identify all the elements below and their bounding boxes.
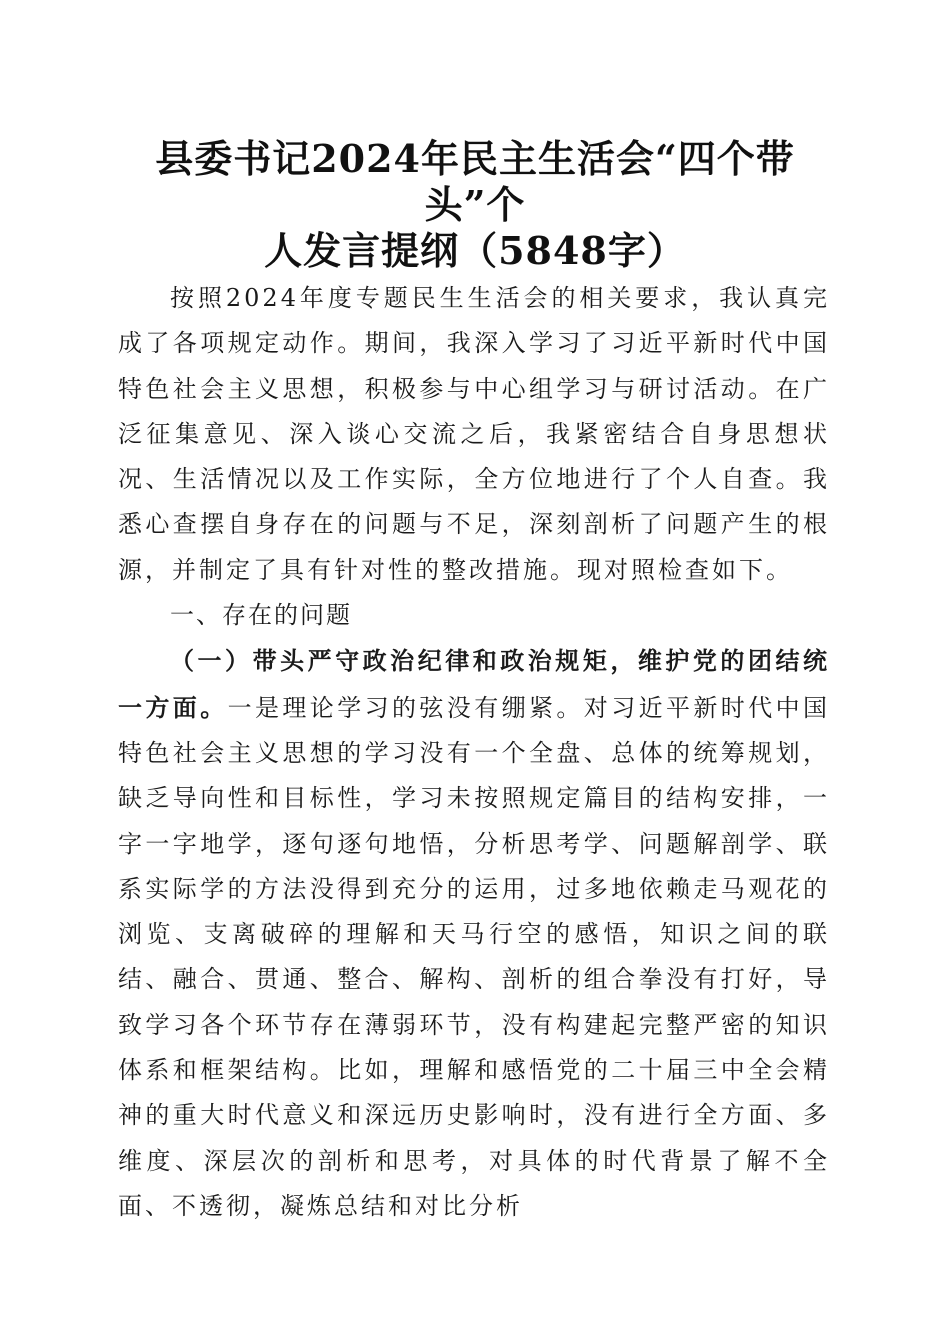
section-heading: 一、存在的问题 — [170, 601, 352, 630]
intro-paragraph: 按照2024年度专题民生生活会的相关要求，我认真完成了各项规定动作。期间，我深入学习了习近平新时代中国特色社会主义思想，积极参与中心组学习与研讨活动。在广泛征集意见、深入谈心交流之后，我紧密结合自身思想状况、生活情况以及工作实际，全方位地进行了个人自查。我悉心查摆自身存在的问题与不足，深刻剖析了问题产生的根源，并制定了具有针对性的整改措施。现对照检查如下。 — [118, 284, 830, 584]
document-body — [118, 276, 830, 1229]
title-line-1: 县委书记2024年民主生活会“四个带头”个 — [155, 136, 795, 227]
item-body: 一是理论学习的弦没有绷紧。对习近平新时代中国特色社会主义思想的学习没有一个全盘、总体的统筹规划，缺乏导向性和目标性，学习未按照规定篇目的结构安排，一字一字地学，逐句逐句地悟，分析思考学、问题解剖学、联系实际学的方法没得到充分的运用，过多地依赖走马观花的浏览、支离破碎的理解和天马行空的感悟，知识之间的联结、融合、贯通、整合、解构、剖析的组合拳没有打好，导致学习各个环节存在薄弱环节，没有构建起完整严密的知识体系和框架结构。比如，理解和感悟党的二十届三中全会精神的重大时代意义和深远历史影响时，没有进行全方面、多维度、深层次的剖析和思考，对具体的时代背景了解不全面、不透彻，凝炼总结和对比分析 — [118, 693, 831, 1220]
item-paragraph — [118, 638, 830, 1229]
item-lead: （一）带头严守政治纪律和政治规矩，维护党的团结统一方面。 — [118, 646, 830, 722]
title-line-2: 人发言提纲（5848字） — [264, 228, 686, 273]
document-title — [120, 136, 830, 274]
